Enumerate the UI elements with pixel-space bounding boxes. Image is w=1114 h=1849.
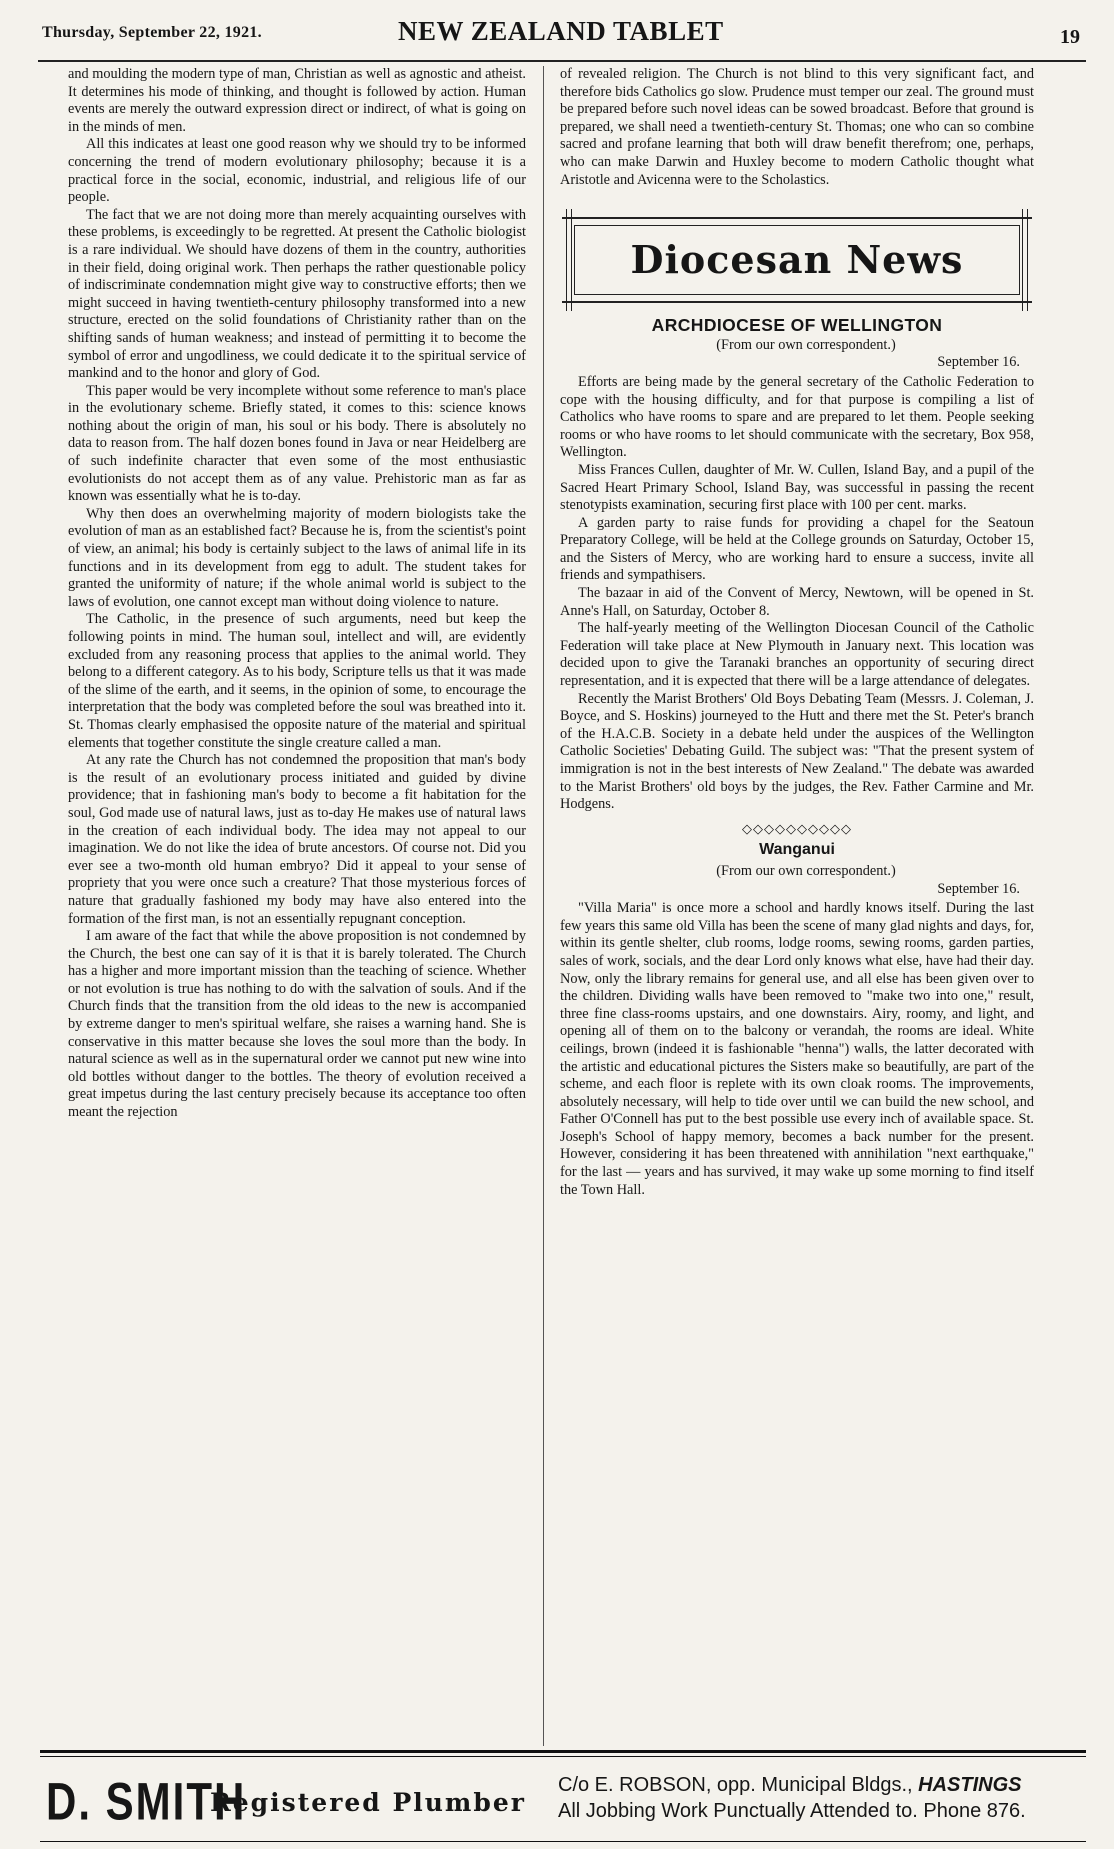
article-paragraph: The fact that we are not doing more than merely acquainting ourselves with these problems, is exceedingly to be regretted. At present the Catholic biologist is a rare individual. We should have dozens of them in the country, authorities in their field, doing original work. Then perhaps the rather questionable policy of indiscriminate condemnation might give way to constructive efforts; then we might succeed in having twentieth-century philosophy transformed into a new structure, erected on the solid foundations of Christianity rather than on the shifting sands of human weakness; and instead of permitting it to become the symbol of error and ungodliness, we could dedicate it to the spiritual service of mankind and to the honor and glory of God. [68,206,526,382]
archdiocese-date: September 16. [937,354,1020,371]
diocesan-news-banner [562,217,1032,303]
banner-ornament-left [566,209,572,311]
plumber-advert [40,1768,1086,1834]
banner-title: Diocesan News [630,237,964,283]
advert-address [558,1774,1022,1797]
article-paragraph: At any rate the Church has not condemned the proposition that man's body is the result of an evolutionary process initiated and guided by divine providence; that in fashioning man's body to become a fit habitation for the soul, God made use of natural laws, just as to-day He makes use of natural laws in the creation of each individual body. The idea may not appeal to our imagination. We do not like the idea of brute ancestors. Of course not. Did you ever see a two-month old human embryo? Did it appeal to your sense of propriety that you were once such a creature? That those mysterious forces of nature that gradually fashioned my body may have also entered into the formation of the first man, is not an essentially repugnant conception. [68,752,526,927]
news-paragraph: "Villa Maria" is once more a school and hardly knows itself. During the last few years this same old Villa has been the scene of many glad nights and days, for, within its gentle shelter, club rooms, lodge rooms, sewing rooms, garden parties, sales of work, socials, and the dear Lord only knows what else, have had their day. Now, only the library remains for general use, and all else has been given over to the children. Dividing walls have been removed to "make two into one," result, three fine class-rooms upstairs, and one downstairs. Airy, roomy, and light, and opening all of them on to the balcony or verandah, the rooms are ideal. White ceilings, brown (indeed it is fashionable "henna") walls, the latter decorated with the artistic and educational pictures the Sisters make so beautifully, are part of the scheme, and each floor is replete with its own cloak rooms. The improvements, absolutely necessary, will help to tide over until we can build the new school, and Father O'Connell has put to the best possible use every inch of available space. St. Joseph's School of happy memory, becomes a back number for the present. However, considering it has been threatened with annihilation "next earthquake," for the last — years and has survived, it may wake up some morning to find itself the Town Hall. [560,900,1034,1198]
advert-town: HASTINGS [918,1774,1022,1796]
masthead-title: NEW ZEALAND TABLET [398,16,724,46]
archdiocese-heading: ARCHDIOCESE OF WELLINGTON [651,315,943,336]
section-ornament: ◇◇◇◇◇◇◇◇◇◇ [742,820,852,836]
news-paragraph: The half-yearly meeting of the Wellington Diocesan Council of the Catholic Federation will take place at New Plymouth in January next. This location was decided upon to give the Taranaki branches an opportunity of securing direct representation, and it is expected that there will be a large attendance of delegates. [560,620,1034,690]
column-divider [543,66,544,1746]
news-paragraph: Efforts are being made by the general secretary of the Catholic Federation to cope with the housing difficulty, and for that purpose is compiling a list of Catholics who have rooms to spare and are prepared to let them. People seeking rooms or who have rooms to let should communicate with the secretary, Box 958, Wellington. [560,373,1034,461]
wanganui-heading: Wanganui [759,841,835,859]
article-continuation: of revealed religion. The Church is not blind to this very significant fact, and therefore bids Catholics go slow. Prudence must temper our zeal. The ground must be prepared before such novel ideas can be sowed broadcast. Before that ground is prepared, we shall need a twentieth-century St. Thomas; one who can so combine sacred and profane learning that both will draw benefit therefrom; one, perhaps, who can make Darwin and Huxley become to modern Catholic thought what Aristotle and Avicenna were to the Scholastics. [560,66,1034,188]
wanganui-byline: (From our own correspondent.) [716,862,896,879]
wanganui-date: September 16. [937,880,1020,897]
article-paragraph: This paper would be very incomplete without some reference to man's place in the evolutionary scheme. Briefly stated, it comes to this: science knows nothing about the origin of man, his soul or his body. There is absolutely no data to reason from. The half dozen bones found in Java or near Heidelberg are of such indefinite character that even some of the most enthusiastic evolutionists do not accept them as of any value. Prehistoric man as far as known was essentially what he is to-day. [68,382,526,505]
advert-name: D. SMITH [46,1772,247,1831]
header-rule [38,60,1086,62]
left-column [68,66,526,1122]
right-column [560,66,1034,1199]
footer-rule [40,1841,1086,1842]
banner-frame [574,225,1020,295]
page-number: 19 [1060,26,1080,48]
advert-address-text: C/o E. ROBSON, opp. Municipal Bldgs., [558,1774,913,1796]
header-date: Thursday, September 22, 1921. [42,24,262,41]
footer-rule [40,1750,1086,1753]
archdiocese-byline: (From our own correspondent.) [716,336,896,353]
article-paragraph: The Catholic, in the presence of such arguments, need but keep the following points in mind. The human soul, intellect and will, are evidently excluded from any reasoning process that applies to the animal world. They belong to a different category. As to his body, Scripture tells us that it was made of the slime of the earth, and it seems, in the opinion of some, to encourage the interpretation that the body was completed before the soul was breathed into it. St. Thomas clearly emphasised the opposite nature of the material and spiritual elements that together constitute the single creature called a man. [68,611,526,751]
advert-contact: All Jobbing Work Punctually Attended to. Phone 876. [558,1800,1026,1822]
article-paragraph: I am aware of the fact that while the above proposition is not condemned by the Church, the best one can say of it is that it is barely tolerated. The Church has a higher and more important mission than the teaching of science. Whether or not evolution is true has nothing to do with the salvation of souls. And if the Church finds that the transition from the old ideas to the new is accompanied by extreme danger to men's spiritual welfare, she raises a warning hand. She is conservative in this matter because she loves the soul more than the body. In natural science as well as in the supernatural order we cannot put new wine into old bottles without danger to the bottles. The theory of evolution received a great impetus during the last century precisely because its acceptance too often meant the rejection [68,928,526,1121]
article-paragraph: All this indicates at least one good reason why we should try to be informed concerning the trend of modern evolutionary philosophy; because it is a practical force in the social, economic, industrial, and religious life of our people. [68,136,526,206]
banner-ornament-right [1022,209,1028,311]
news-paragraph: Recently the Marist Brothers' Old Boys Debating Team (Messrs. J. Coleman, J. Boyce, and S. Hoskins) journeyed to the Hutt and there met the St. Peter's branch of the H.A.C.B. Society in a debate held under the auspices of the Wellington Catholic Societies' Debating Guild. The subject was: "That the present system of immigration is not in the best interests of New Zealand." The debate was awarded to the Marist Brothers' old boys by the judges, the Rev. Father Carmine and Mr. Hodgens. [560,690,1034,813]
news-paragraph: A garden party to raise funds for providing a chapel for the Seatoun Preparatory College, will be held at the College grounds on Saturday, October 15, and the Sisters of Mercy, who are working hard to ensure a success, invite all friends and sympathisers. [560,514,1034,584]
advert-trade: Registered Plumber [210,1788,526,1817]
article-paragraph: Why then does an overwhelming majority of modern biologists take the evolution of man as an established fact? Because he is, from the scientist's point of view, an animal; his body is certainly subject to the laws of animal life in its functions and in its development from egg to adult. The student takes for granted the uniformity of nature; if the whole animal world is subject to the laws of evolution, one cannot except man without doing violence to nature. [68,505,526,610]
news-paragraph: Miss Frances Cullen, daughter of Mr. W. Cullen, Island Bay, and a pupil of the Sacred Heart Primary School, Island Bay, was successful in passing the recent stenotypists examination, securing first place with 100 per cent. marks. [560,461,1034,514]
article-paragraph: and moulding the modern type of man, Christian as well as agnostic and atheist. It determines his mode of thinking, and thought is followed by action. Human events are merely the outward expression direct or indirect, of what is going on in the minds of men. [68,66,526,135]
page-header [38,14,1086,54]
news-paragraph: The bazaar in aid of the Convent of Mercy, Newtown, will be opened in St. Anne's Hall, on Saturday, October 8. [560,585,1034,619]
footer-rule [40,1756,1086,1757]
